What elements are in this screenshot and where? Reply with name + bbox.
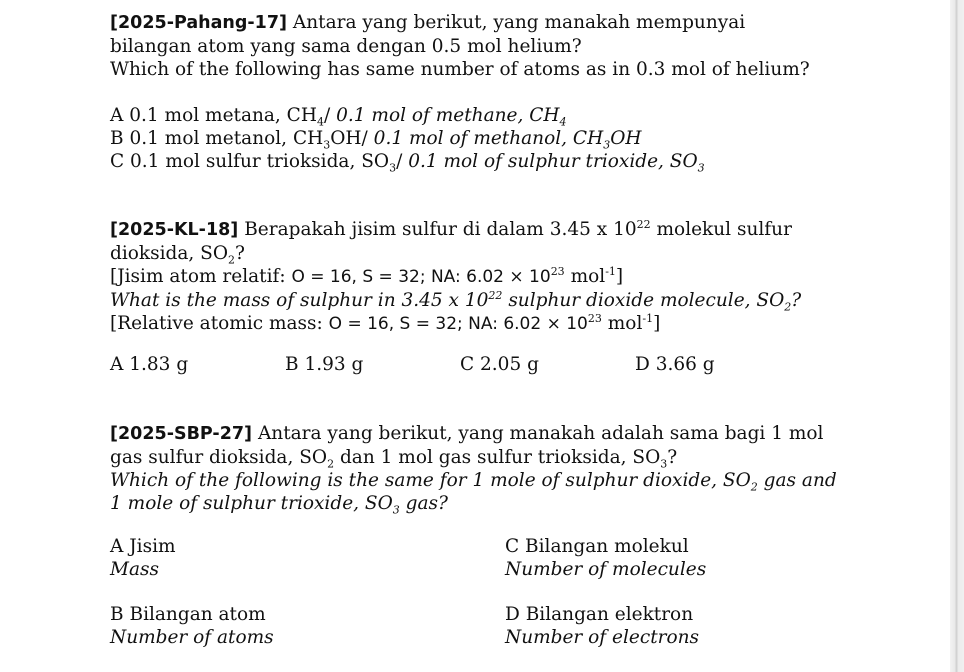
q2-line-1: [2025-KL-18] Berapakah jisim sulfur di dalam 3.45 x $10^{22}$ molekul sulfur [110, 217, 792, 240]
q2-line-3: [Jisim atom relatif: O = 16, S = 32; NA: $6.02 \times 10^{23}$ mol$^{-1}$] [110, 264, 624, 287]
q2-option-b: B 1.93 g [285, 354, 364, 375]
q2-option-d: D 3.66 g [635, 354, 715, 375]
q3-option-a [110, 535, 410, 581]
q2-line-5: [Relative atomic mass: O = 16, S = 32; NA: $6.02 \times 10^{23}$ mol$^{-1}$] [110, 311, 661, 334]
q2-tag: [2025-KL-18] [110, 220, 239, 240]
q1-option-b: B 0.1 mol metanol, $CH_3OH/$ 0.1 mol of methanol, $CH_3OH$ [110, 128, 642, 152]
q3-option-b-ms: B Bilangan atom [110, 604, 266, 625]
q1-line-1 [110, 11, 850, 35]
q1-option-a: A 0.1 mol metana, $CH_4/$ 0.1 mol of methane, $CH_4$ [110, 105, 567, 129]
q3-option-c-en: Number of molecules [505, 559, 707, 580]
question-sbp-27 [110, 422, 850, 515]
q3-option-d [505, 603, 805, 649]
q3-option-a-en: Mass [110, 559, 159, 580]
q2-option-a: A 1.83 g [110, 354, 189, 375]
q1-tag: [2025-Pahang-17] [110, 13, 287, 33]
q2-options [110, 353, 810, 376]
q3-option-c-ms: C Bilangan molekul [505, 536, 689, 557]
page-edge-shadow [950, 0, 964, 672]
q3-line-2: gas sulfur dioksida, $SO_2$ dan 1 mol gas sulfur trioksida, $SO_3$? [110, 447, 678, 471]
q3-option-c [505, 535, 805, 581]
q3-line-4: 1 mole of sulphur trioxide, $SO_3$ gas? [110, 493, 448, 517]
q1-option-c: C 0.1 mol sulfur trioksida, $SO_3/$ 0.1 mol of sulphur trioxide, $SO_3$ [110, 151, 705, 175]
q3-option-a-ms: A Jisim [110, 536, 176, 557]
q1-text-ms-1: Antara yang berikut, yang manakah mempunyai [292, 12, 746, 33]
q3-option-b-en: Number of atoms [110, 627, 274, 648]
q1-line-2: bilangan atom yang sama dengan 0.5 mol helium? [110, 36, 582, 57]
q3-option-b [110, 603, 410, 649]
q3-tag: [2025-SBP-27] [110, 424, 253, 444]
q3-line-3: Which of the following is the same for 1 mole of sulphur dioxide, $SO_2$ gas and [110, 470, 837, 494]
question-kl-18 [110, 218, 850, 336]
question-pahang-17 [110, 11, 850, 173]
q3-option-d-ms: D Bilangan elektron [505, 604, 694, 625]
q1-line-3: Which of the following has same number of atoms as in 0.3 mol of helium? [110, 59, 810, 80]
q3-option-d-en: Number of electrons [505, 627, 700, 648]
q2-option-c: C 2.05 g [460, 354, 539, 375]
q3-line-1: [2025-SBP-27] Antara yang berikut, yang manakah adalah sama bagi 1 mol [110, 423, 824, 444]
q2-line-2: dioksida, $SO_2$? [110, 243, 245, 267]
q2-line-4: What is the mass of sulphur in 3.45 x $10^{22}$ sulphur dioxide molecule, $SO_2$? [110, 288, 802, 314]
